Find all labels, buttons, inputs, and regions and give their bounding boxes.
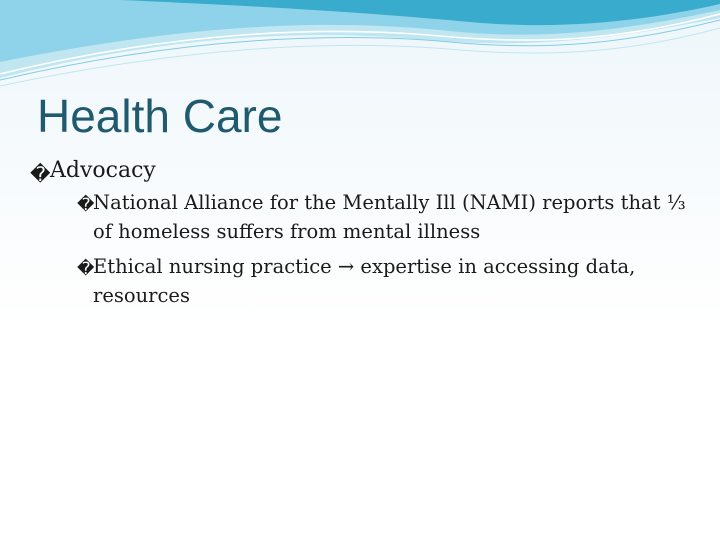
sub-bullet-text-tail: expertise in accessing data, resources — [93, 255, 636, 307]
sub-bullet-ethical-practice — [77, 252, 690, 310]
bullet-icon: � — [77, 259, 95, 279]
sub-bullet-text-lead: Ethical nursing practice — [93, 255, 338, 278]
right-arrow-icon: → — [337, 255, 355, 278]
sub-bullet-nami — [77, 188, 690, 246]
slide-title: Health Care — [37, 90, 283, 142]
bullet-advocacy — [30, 156, 690, 186]
bullet-icon: � — [77, 195, 95, 215]
bullet-list — [30, 156, 690, 310]
sub-bullet-text: National Alliance for the Mentally Ill (NAMI) reports that ⅓ of homeless suffers from mental illness — [93, 191, 686, 243]
bullet-text: Advocacy — [50, 158, 156, 183]
header-wave-decoration — [0, 0, 720, 90]
bullet-icon: � — [30, 162, 51, 186]
